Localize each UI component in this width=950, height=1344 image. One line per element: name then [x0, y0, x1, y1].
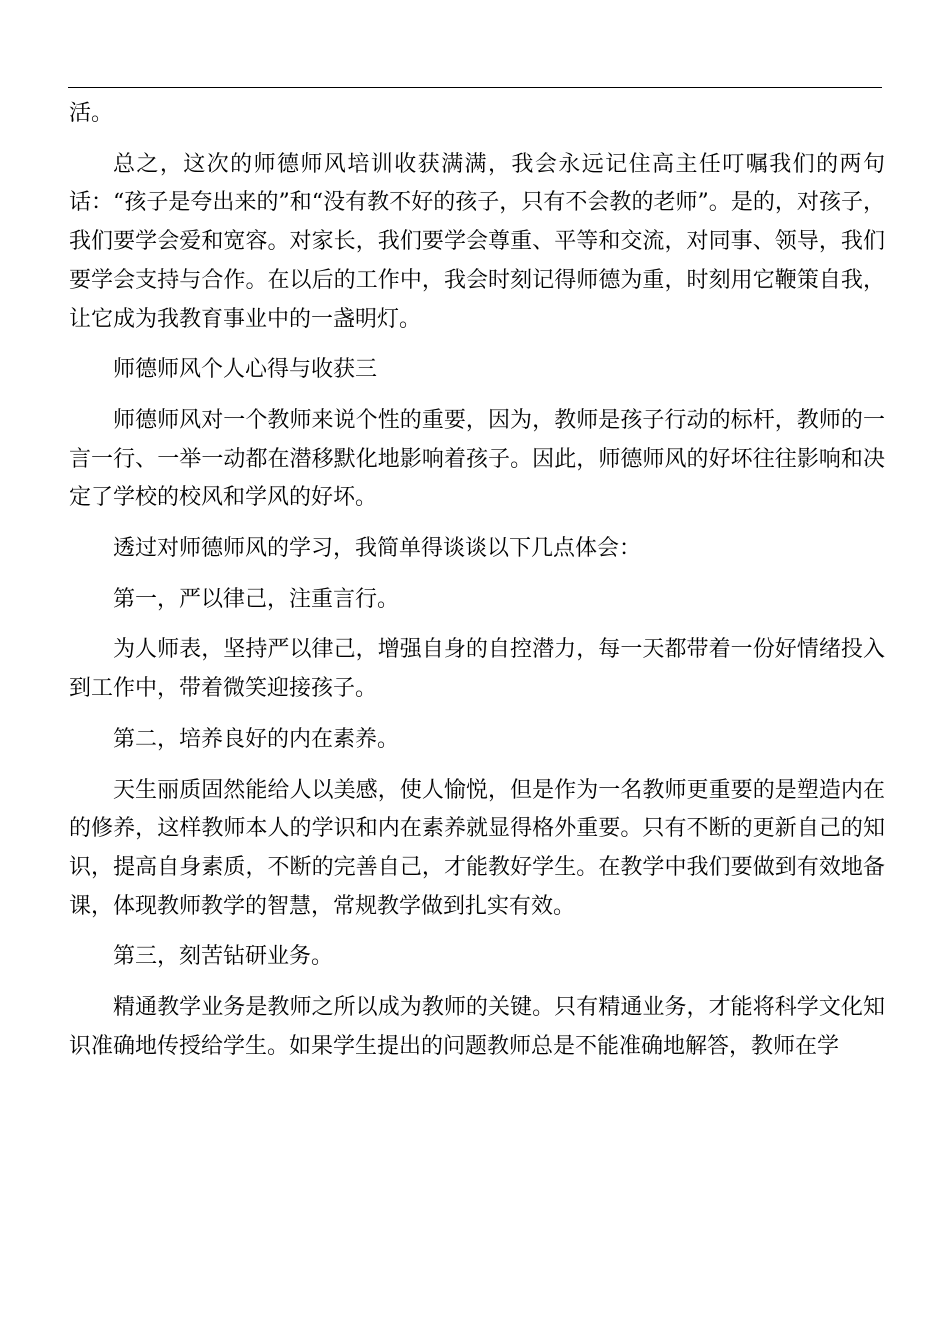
point-heading-1: 第一，严以律己，注重言行。 [113, 586, 400, 612]
section-heading: 师德师风个人心得与收获三 [113, 357, 378, 383]
point-heading-3: 第三，刻苦钻研业务。 [113, 944, 334, 970]
header-rule [68, 87, 882, 88]
document-body [69, 95, 885, 1078]
paragraph-summary: 总之，这次的师德师风培训收获满满，我会永远记住高主任叮嘱我们的两句话：“孩子是夸出来的”和“没有教不好的孩子，只有不会教的老师”。是的，对孩子，我们要学会爱和宽容。对家长，我们要学会尊重、平等和交流，对同事、领导，我们要学会支持与合作。在以后的工作中，我会时刻记得师德为重，时刻用它鞭策自我，让它成为我教育事业中的一盏明灯。 [69, 151, 885, 332]
point-body-2: 天生丽质固然能给人以美感，使人愉悦，但是作为一名教师更重要的是塑造内在的修养，这样教师本人的学识和内在素养就显得格外重要。只有不断的更新自己的知识，提高自身素质，不断的完善自己，才能教好学生。在教学中我们要做到有效地备课，体现教师教学的智慧，常规教学做到扎实有效。 [69, 777, 885, 919]
paragraph-intro: 师德师风对一个教师来说个性的重要，因为，教师是孩子行动的标杆，教师的一言一行、一举一动都在潜移默化地影响着孩子。因此，师德师风的好坏往往影响和决定了学校的校风和学风的好坏。 [69, 407, 885, 511]
point-body-3: 精通教学业务是教师之所以成为教师的关键。只有精通业务，才能将科学文化知识准确地传授给学生。如果学生提出的问题教师总是不能准确地解答，教师在学 [69, 995, 885, 1059]
paragraph-lead-in: 透过对师德师风的学习，我简单得谈谈以下几点体会： [113, 536, 642, 562]
point-body-1: 为人师表，坚持严以律己，增强自身的自控潜力，每一天都带着一份好情绪投入到工作中，带着微笑迎接孩子。 [69, 637, 885, 702]
paragraph-continuation: 活。 [69, 101, 114, 126]
point-heading-2: 第二，培养良好的内在素养。 [113, 726, 400, 752]
